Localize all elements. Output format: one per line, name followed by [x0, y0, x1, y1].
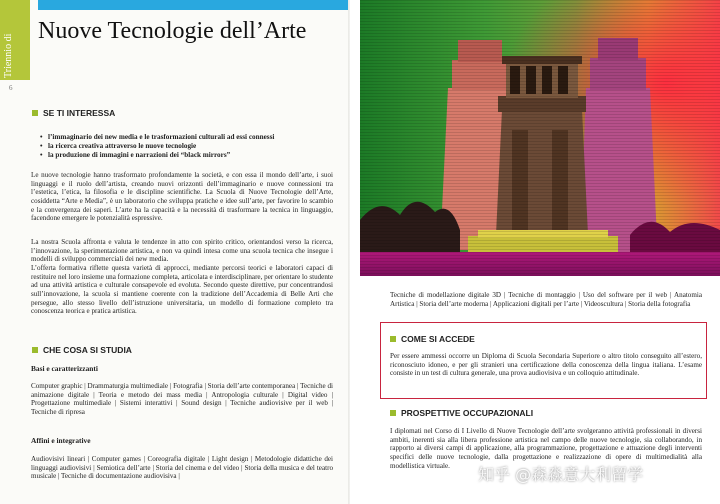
list-item: • l’immaginario dei new media e le trasformazioni culturali ad essi connessi	[40, 133, 340, 142]
page-title: Nuove Tecnologie dell’Arte	[38, 18, 307, 44]
basi-heading: Basi e caratterizzanti	[31, 364, 98, 373]
section-heading-accede	[390, 334, 475, 344]
green-square-icon	[390, 410, 396, 416]
affini-heading: Affini e integrative	[31, 436, 91, 445]
basi-text: Computer graphic | Drammaturgia multimediale | Fotografia | Storia dell’arte contemporanea | Tecniche di animazione digitale | Teoria e metodo dei mass media | Antropologia culturale | Digital video | Progettazione multimediale | Sistemi interattivi | Sound design | Tecniche audiovisive per il web | Tecniche di ripresa	[31, 382, 333, 416]
career-text: I diplomati nel Corso di I Livello di Nuove Tecnologie dell’arte svolgeranno attività professionali in diversi ambiti, inerenti sia alla libera professione artistica nel campo delle nuove tecnologie, sia collaborando, in rapporto ai diversi campi di applicazione, alla programmazione, progettazione e attuazione degli interventi specifici delle nuove tecnologie, dalla progettazione e realizzazione di opere di multimedialità alla modellistica virtuale.	[390, 427, 702, 470]
right-page	[350, 0, 720, 504]
interest-bullet-list	[40, 133, 340, 160]
title-rule	[38, 0, 350, 10]
section-heading-prospettive	[390, 408, 533, 418]
side-band	[0, 0, 30, 80]
green-square-icon	[32, 110, 38, 116]
interest-paragraph-1: Le nuove tecnologie hanno trasformato profondamente la società, e con essa il mondo dell’arte, i suoi linguaggi e il ruolo dell’artista, creando nuovi orizzonti dell’immaginario e nuove connessioni tra l’estetica, l’etica, la filosofia e le discipline scientifiche. La Scuola di Nuove Tecnologie dell’Arte, cosiddetta “Arte e Media”, è un laboratorio che sviluppa pratiche e idee sull’arte, per favorire lo scambio e la convergenza dei saperi. L’arte ha la capacità e la necessità di trasformare la tecnica in linguaggio, facendone emergere le potenzialità espressive.	[31, 171, 333, 223]
interest-paragraph-3: L’offerta formativa riflette questa varietà di approcci, mediante percorsi teorici e laboratori capaci di restituire nel loro insieme una formazione completa, articolata e interdisciplinare, per orientare lo studente ad una attività artistica e culturale consapevole ed evoluta. Secondo queste direttive, pur concentrandosi sull’innovazione, la scuola si mantiene coerente con la tradizione dell’Accademia di Belle Arti che persegue, allo stesso livello dell’istruzione universitaria, un modello di formazione completo tra conoscenza teorica e pratica artistica.	[31, 264, 333, 316]
green-square-icon	[390, 336, 396, 342]
study-continued-text: Tecniche di modellazione digitale 3D | Tecniche di montaggio | Uso del software per il web | Anatomia Artistica | Storia dell’arte moderna | Applicazioni digitali per l’arte | Videoscultura | Storia della fotografia	[390, 291, 702, 308]
section-heading-text: PROSPETTIVE OCCUPAZIONALI	[401, 408, 534, 418]
side-band-label: Triennio di	[3, 33, 14, 78]
section-heading-text: CHE COSA SI STUDIA	[43, 345, 132, 355]
list-item: • la ricerca creativa attraverso le nuove tecnologie	[40, 142, 340, 151]
page-number: 6	[9, 84, 13, 92]
zhihu-watermark: 知乎 @森淼意大利留学	[478, 465, 644, 484]
admission-text: Per essere ammessi occorre un Diploma di Scuola Secondaria Superiore o altro titolo conseguito all’estero, riconosciuto idoneo, e per gli stranieri una certificazione della conoscenza della lingua italiana. L’esame consiste in un test di cultura generale, una prova audiovisiva e un colloquio attitudinale.	[390, 352, 702, 378]
list-item: • la produzione di immagini e narrazioni dei “black mirrors”	[40, 151, 340, 160]
section-heading-text: SE TI INTERESSA	[43, 108, 116, 118]
interest-paragraph-2: La nostra Scuola affronta e valuta le tendenze in atto con spirito critico, orientandosi verso la ricerca, l’innovazione, la sperimentazione artistica, e non va quindi intesa come una scuola tecnica che insegue i modelli di sviluppo commerciali dei new media.	[31, 238, 333, 264]
tower-artwork-image	[360, 0, 720, 276]
section-heading-study	[32, 345, 132, 355]
green-square-icon	[32, 347, 38, 353]
affini-text: Audiovisivi lineari | Computer games | Coreografia digitale | Light design | Metodologie didattiche dei linguaggi audiovisivi | Semiotica dell’arte | Storia del cinema e del video | Storia della musica e del teatro musicale | Tecniche di documentazione audiovisiva |	[31, 455, 333, 481]
left-page	[0, 0, 350, 504]
section-heading-text: COME SI ACCEDE	[401, 334, 475, 344]
tower-artwork	[360, 0, 720, 276]
section-heading-interest	[32, 108, 115, 118]
